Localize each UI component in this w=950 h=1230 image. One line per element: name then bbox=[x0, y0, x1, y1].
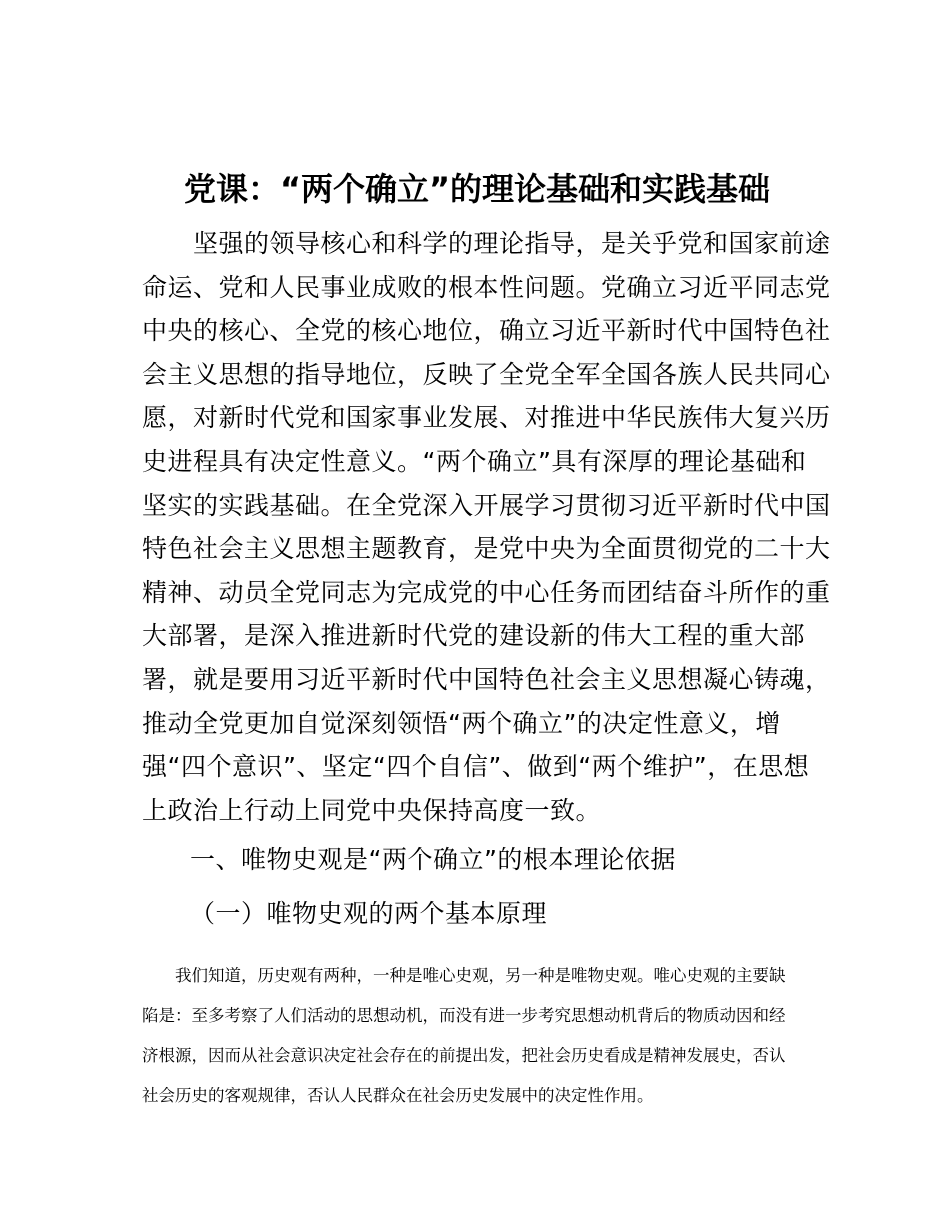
paragraph-line: 济根源，因而从社会意识决定社会存在的前提出发，把社会历史看成是精神发展史，否认 bbox=[142, 1046, 786, 1065]
paragraph-line: 坚实的实践基础。在全党深入开展学习贯彻习近平新时代中国 bbox=[142, 490, 831, 520]
paragraph-line: 署，就是要用习近平新时代中国特色社会主义思想凝心铸魂， bbox=[142, 664, 831, 694]
paragraph-line: 我们知道，历史观有两种，一种是唯心史观，另一种是唯物史观。唯心史观的主要缺 bbox=[142, 966, 786, 985]
paragraph-line: 社会历史的客观规律，否认人民群众在社会历史发展中的决定性作用。 bbox=[142, 1086, 654, 1105]
paragraph-line: 坚强的领导核心和科学的理论指导，是关乎党和国家前途 bbox=[142, 229, 831, 258]
subsection-heading: （一）唯物史观的两个基本原理 bbox=[190, 899, 548, 928]
paragraph-line: 命运、党和人民事业成败的根本性问题。党确立习近平同志党 bbox=[142, 272, 831, 302]
paragraph-line: 会主义思想的指导地位，反映了全党全军全国各族人民共同心 bbox=[142, 359, 831, 389]
document-title: 党课：“两个确立”的理论基础和实践基础 bbox=[183, 170, 771, 208]
paragraph-line: 强“四个意识”、坚定“四个自信”、做到“两个维护”，在思想 bbox=[142, 752, 810, 782]
paragraph-line: 陷是：至多考察了人们活动的思想动机，而没有进一步考究思想动机背后的物质动因和经 bbox=[142, 1006, 786, 1025]
section-heading: 一、唯物史观是“两个确立”的根本理论依据 bbox=[190, 845, 676, 874]
paragraph-line: 精神、动员全党同志为完成党的中心任务而团结奋斗所作的重 bbox=[142, 577, 831, 607]
body-paragraph bbox=[142, 956, 818, 1116]
paragraph-line: 愿，对新时代党和国家事业发展、对推进中华民族伟大复兴历 bbox=[142, 403, 831, 433]
paragraph-line: 大部署，是深入推进新时代党的建设新的伟大工程的重大部 bbox=[142, 621, 806, 651]
paragraph-line: 推动全党更加自觉深刻领悟“两个确立”的决定性意义，增 bbox=[142, 708, 781, 738]
paragraph-line: 中央的核心、全党的核心地位，确立习近平新时代中国特色社 bbox=[142, 316, 831, 346]
paragraph-line: 史进程具有决定性意义。“两个确立”具有深厚的理论基础和 bbox=[142, 446, 807, 476]
paragraph-line: 特色社会主义思想主题教育，是党中央为全面贯彻党的二十大 bbox=[142, 534, 831, 564]
paragraph-line: 上政治上行动上同党中央保持高度一致。 bbox=[142, 795, 602, 825]
intro-paragraph bbox=[142, 222, 831, 832]
